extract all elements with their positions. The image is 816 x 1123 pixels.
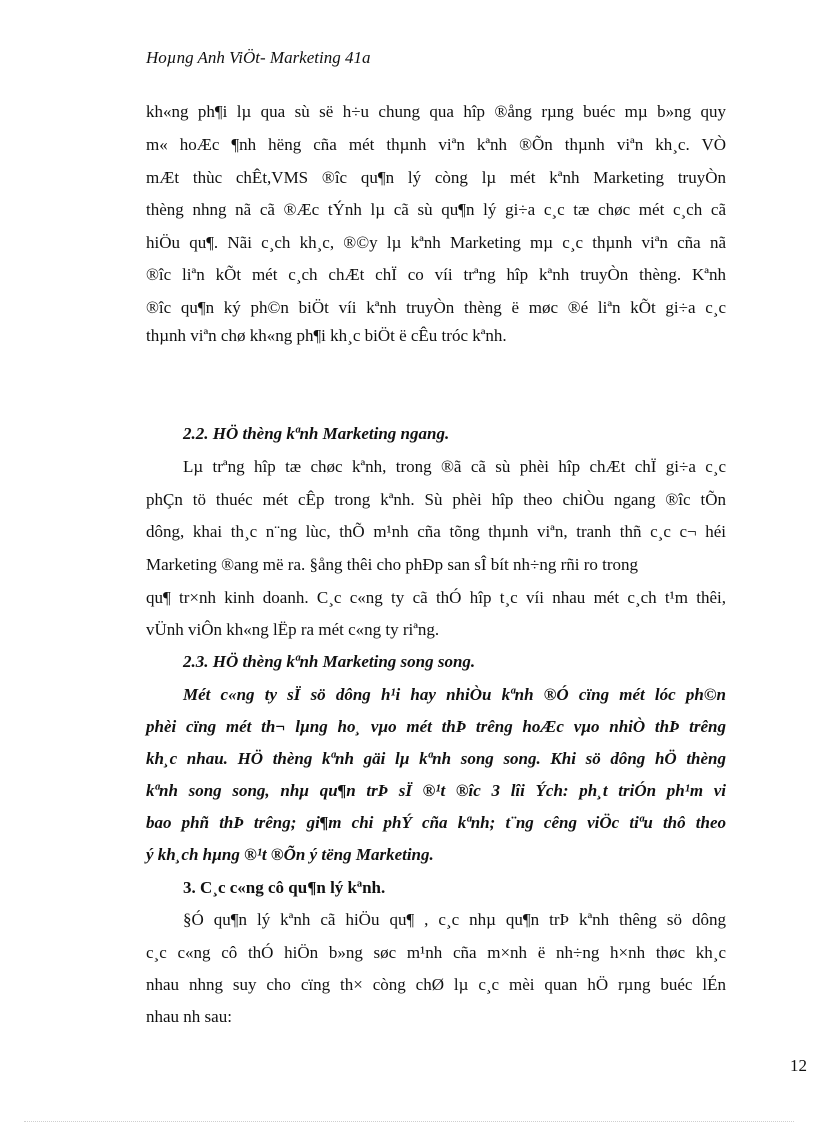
body-line: mÆt thùc chÊt,VMS ®îc qu¶n lý còng lµ mét kªnh Marketing truyÒn [146, 168, 726, 187]
page-number: 12 [790, 1056, 807, 1075]
body-line: vÜnh viÔn kh«ng lËp ra mét c«ng ty riªng. [146, 620, 440, 639]
body-line: kh«ng ph¶i lµ qua sù së h÷u chung qua hîp ®ång rµng buéc mµ b»ng quy [146, 102, 726, 121]
body-line-emphasis: kh¸c nhau. HÖ thèng kªnh gäi lµ kªnh song song. Khi sö dông hÖ thèng [146, 749, 726, 768]
body-line: thèng nhng nã cã ®Æc tÝnh lµ cã sù qu¶n lý gi÷a c¸c tæ chøc mét c¸ch cã [146, 200, 726, 219]
body-line: §Ó qu¶n lý kªnh cã hiÖu qu¶ , c¸c nhµ qu¶n trÞ kªnh thêng sö dông [183, 910, 726, 929]
body-line: qu¶ tr×nh kinh doanh. C¸c c«ng ty cã thÓ hîp t¸c víi nhau mét c¸ch t¹m thêi, [146, 588, 726, 607]
body-line: nhau nhng suy cho cïng th× còng chØ lµ c¸c mèi quan hÖ rµng buéc lÉn [146, 975, 726, 994]
section-heading-2-2: 2.2. HÖ thèng kªnh Marketing ngang. [183, 424, 450, 443]
body-line-emphasis: Mét c«ng ty sÏ sö dông h¹i hay nhiÒu kªnh ®Ó cïng mét lóc ph©n [183, 685, 726, 704]
body-line: dông, khai th¸c n¨ng lùc, thÕ m¹nh cña tõng thµnh viªn, tranh thñ c¸c c¬ héi [146, 522, 726, 541]
body-line: m« hoÆc ¶nh hëng cña mét thµnh viªn kªnh ®Õn thµnh viªn kh¸c. VÒ [146, 135, 726, 154]
section-heading-3: 3. C¸c c«ng cô qu¶n lý kªnh. [183, 878, 386, 897]
body-line: Lµ trªng hîp tæ chøc kªnh, trong ®ã cã sù phèi hîp chÆt chÏ gi÷a c¸c [183, 457, 726, 476]
body-line: ®îc qu¶n ký ph©n biÖt víi kªnh truyÒn thèng ë møc ®é liªn kÕt gi÷a c¸c [146, 298, 726, 317]
body-line: ®îc liªn kÕt mét c¸ch chÆt chÏ co víi trªng hîp kªnh truyÒn thèng. Kªnh [146, 265, 726, 284]
body-line: Marketing ®ang më ra. §ång thêi cho phÐp san sÎ bít nh÷ng rñi ro trong [146, 555, 639, 574]
body-line: hiÖu qu¶. Nãi c¸ch kh¸c, ®©y lµ kªnh Marketing mµ c¸c thµnh viªn cña nã [146, 233, 726, 252]
body-line: phÇn tö thuéc mét cÊp trong kªnh. Sù phèi hîp theo chiÒu ngang ®îc tÕn [146, 490, 726, 509]
body-line-emphasis: kªnh song song, nhµ qu¶n trÞ sÏ ®¹t ®îc 3 lîi Ých: ph¸t triÓn ph¹m vi [146, 781, 726, 800]
page-header: Hoµng Anh ViÖt- Marketing 41a [146, 48, 371, 67]
body-line: thµnh viªn chø kh«ng ph¶i kh¸c biÖt ë cÊu tróc kªnh. [146, 326, 507, 345]
body-line-emphasis: bao phñ thÞ trêng; gi¶m chi phÝ cña kªnh; t¨ng cêng viÖc tiªu thô theo [146, 813, 726, 832]
body-line: c¸c c«ng cô thÓ hiÖn b»ng søc m¹nh cña m×nh ë nh÷ng h×nh thøc kh¸c [146, 943, 726, 962]
page-bottom-rule [24, 1121, 794, 1122]
body-line-emphasis: phèi cïng mét th¬ lµng ho¸ vµo mét thÞ trêng hoÆc vµo nhiÒ thÞ trêng [146, 717, 726, 736]
section-heading-2-3: 2.3. HÖ thèng kªnh Marketing song song. [183, 652, 476, 671]
body-line: nhau nh sau: [146, 1007, 232, 1026]
body-line-emphasis: ý kh¸ch hµng ®¹t ®Õn ý tëng Marketing. [146, 845, 434, 864]
